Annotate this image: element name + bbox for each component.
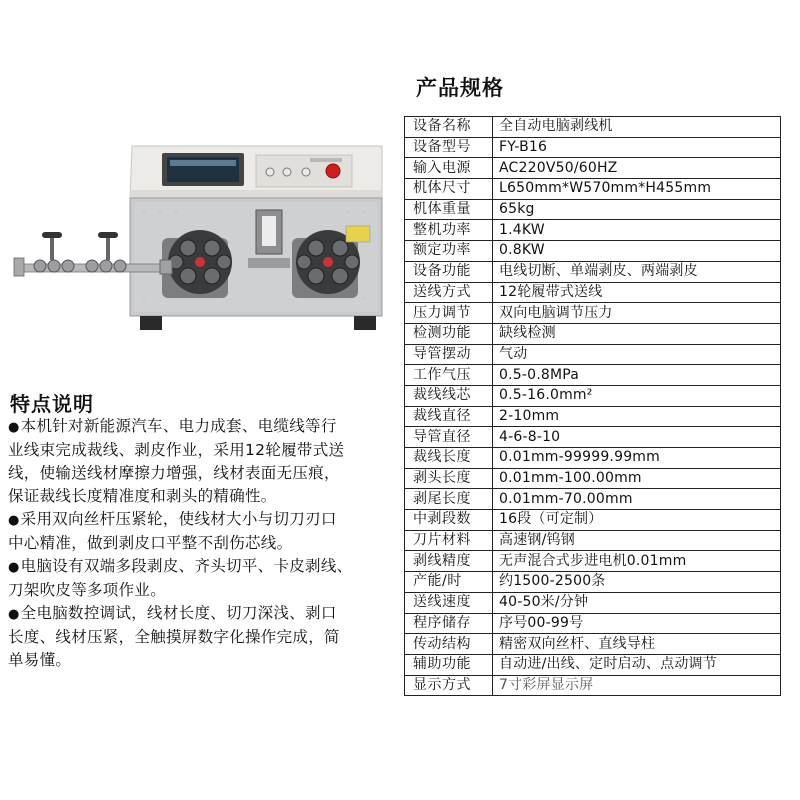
feature-item xyxy=(8,602,393,672)
spec-row xyxy=(405,551,781,572)
feature-line xyxy=(8,485,393,508)
touch-screen xyxy=(162,153,244,186)
spec-label: 工作气压 xyxy=(405,365,493,386)
spec-value: 自动进/出线、定时启动、点动调节 xyxy=(493,654,781,675)
spec-value: AC220V50/60HZ xyxy=(493,158,781,179)
feature-text: 线，使输送线材摩擦力增强，线材表面无压痕， xyxy=(8,464,340,482)
spec-label: 设备名称 xyxy=(405,117,493,138)
spec-label: 检测功能 xyxy=(405,323,493,344)
spec-value: 0.8KW xyxy=(493,241,781,262)
bullet-icon: ● xyxy=(8,607,20,622)
feature-line xyxy=(8,579,393,602)
features-title: 特点说明 xyxy=(10,392,94,416)
spec-row xyxy=(405,282,781,303)
spec-value: 16段（可定制） xyxy=(493,510,781,531)
spec-value: 0.01mm-100.00mm xyxy=(493,468,781,489)
feature-line xyxy=(8,415,393,439)
feature-text: 业线束完成裁线、剥皮作业，采用12轮履带式送 xyxy=(8,441,345,459)
feature-line xyxy=(8,626,393,649)
spec-label: 裁线线芯 xyxy=(405,385,493,406)
spec-label: 机体重量 xyxy=(405,199,493,220)
spec-label: 设备功能 xyxy=(405,261,493,282)
spec-value: 精密双向丝杆、直线导柱 xyxy=(493,634,781,655)
feature-line xyxy=(8,602,393,626)
spec-label: 导管直径 xyxy=(405,427,493,448)
spec-row xyxy=(405,530,781,551)
spec-label: 输入电源 xyxy=(405,158,493,179)
spec-row xyxy=(405,220,781,241)
feature-text: 保证裁线长度精准度和剥头的精确性。 xyxy=(8,487,277,505)
feature-text: 中心精准，做到剥皮口平整不刮伤芯线。 xyxy=(8,534,293,552)
feature-text: 刀架吹皮等多项作业。 xyxy=(8,581,167,599)
spec-row xyxy=(405,261,781,282)
spec-row xyxy=(405,385,781,406)
control-panel xyxy=(256,155,352,187)
feature-text: 全电脑数控调试，线材长度、切刀深浅、剥口 xyxy=(20,604,337,622)
spec-label: 压力调节 xyxy=(405,303,493,324)
feature-line xyxy=(8,508,393,532)
spec-row xyxy=(405,468,781,489)
spec-label: 剥尾长度 xyxy=(405,489,493,510)
spec-value: 高速钢/钨钢 xyxy=(493,530,781,551)
spec-row xyxy=(405,572,781,593)
spec-value: 65kg xyxy=(493,199,781,220)
features-list xyxy=(8,415,393,672)
spec-value: L650mm*W570mm*H455mm xyxy=(493,179,781,200)
spec-value: 2-10mm xyxy=(493,406,781,427)
feature-text: 电脑设有双端多段剥皮、齐头切平、卡皮剥线、 xyxy=(20,557,353,575)
spec-row xyxy=(405,241,781,262)
spec-value: 约1500-2500条 xyxy=(493,572,781,593)
spec-label: 刀片材料 xyxy=(405,530,493,551)
spec-label: 裁线直径 xyxy=(405,406,493,427)
spec-value: 40-50米/分钟 xyxy=(493,592,781,613)
spec-row xyxy=(405,448,781,469)
spec-row xyxy=(405,199,781,220)
spec-row xyxy=(405,654,781,675)
spec-value: 无声混合式步进电机0.01mm xyxy=(493,551,781,572)
feature-line xyxy=(8,439,393,462)
spec-value: 12轮履带式送线 xyxy=(493,282,781,303)
spec-label: 剥头长度 xyxy=(405,468,493,489)
spec-value: 双向电脑调节压力 xyxy=(493,303,781,324)
spec-row xyxy=(405,365,781,386)
spec-row xyxy=(405,427,781,448)
spec-value: 4-6-8-10 xyxy=(493,427,781,448)
spec-value: 气动 xyxy=(493,344,781,365)
feature-line xyxy=(8,532,393,555)
spec-label: 送线方式 xyxy=(405,282,493,303)
spec-row xyxy=(405,137,781,158)
spec-row xyxy=(405,323,781,344)
bullet-icon: ● xyxy=(8,513,20,528)
spec-row xyxy=(405,303,781,324)
machine-foot-left xyxy=(140,316,162,330)
spec-row xyxy=(405,634,781,655)
spec-label: 整机功率 xyxy=(405,220,493,241)
feature-line xyxy=(8,462,393,485)
spec-row xyxy=(405,675,781,696)
feature-text: 单易懂。 xyxy=(8,651,72,669)
feature-item xyxy=(8,555,393,602)
spec-label: 裁线长度 xyxy=(405,448,493,469)
feature-item xyxy=(8,508,393,555)
spec-table xyxy=(404,116,781,696)
feature-item xyxy=(8,415,393,508)
spec-row xyxy=(405,179,781,200)
spec-row xyxy=(405,117,781,138)
spec-value: 电线切断、单端剥皮、两端剥皮 xyxy=(493,261,781,282)
spec-value: 0.01mm-99999.99mm xyxy=(493,448,781,469)
spec-value: 缺线检测 xyxy=(493,323,781,344)
feature-line xyxy=(8,649,393,672)
spec-value: 序号00-99号 xyxy=(493,613,781,634)
spec-label: 设备型号 xyxy=(405,137,493,158)
spec-value: 0.5-0.8MPa xyxy=(493,365,781,386)
feature-line xyxy=(8,555,393,579)
spec-row xyxy=(405,613,781,634)
spec-row xyxy=(405,406,781,427)
spec-value: 1.4KW xyxy=(493,220,781,241)
spec-label: 传动结构 xyxy=(405,634,493,655)
spec-label: 程序储存 xyxy=(405,613,493,634)
spec-value: 0.5-16.0mm² xyxy=(493,385,781,406)
spec-row xyxy=(405,592,781,613)
spec-label: 显示方式 xyxy=(405,675,493,696)
spec-value: FY-B16 xyxy=(493,137,781,158)
bullet-icon: ● xyxy=(8,420,20,435)
machine-foot-right xyxy=(354,316,376,330)
spec-label: 导管摆动 xyxy=(405,344,493,365)
warning-label xyxy=(346,226,370,242)
spec-label: 剥线精度 xyxy=(405,551,493,572)
feature-text: 长度、线材压紧，全触摸屏数字化操作完成，简 xyxy=(8,628,340,646)
spec-label: 机体尺寸 xyxy=(405,179,493,200)
spec-label: 送线速度 xyxy=(405,592,493,613)
spec-value: 0.01mm-70.00mm xyxy=(493,489,781,510)
spec-row xyxy=(405,489,781,510)
spec-value: 全自动电脑剥线机 xyxy=(493,117,781,138)
spec-value: 7寸彩屏显示屏 xyxy=(493,675,781,696)
bullet-icon: ● xyxy=(8,560,20,575)
machine-photo xyxy=(10,138,395,338)
spec-label: 辅助功能 xyxy=(405,654,493,675)
spec-title: 产品规格 xyxy=(416,76,504,100)
spec-row xyxy=(405,158,781,179)
spec-label: 产能/时 xyxy=(405,572,493,593)
spec-label: 额定功率 xyxy=(405,241,493,262)
spec-label: 中剥段数 xyxy=(405,510,493,531)
spec-row xyxy=(405,510,781,531)
spec-row xyxy=(405,344,781,365)
feature-text: 本机针对新能源汽车、电力成套、电缆线等行 xyxy=(20,417,337,435)
feature-text: 采用双向丝杆压紧轮，使线材大小与切刀刃口 xyxy=(20,510,337,528)
